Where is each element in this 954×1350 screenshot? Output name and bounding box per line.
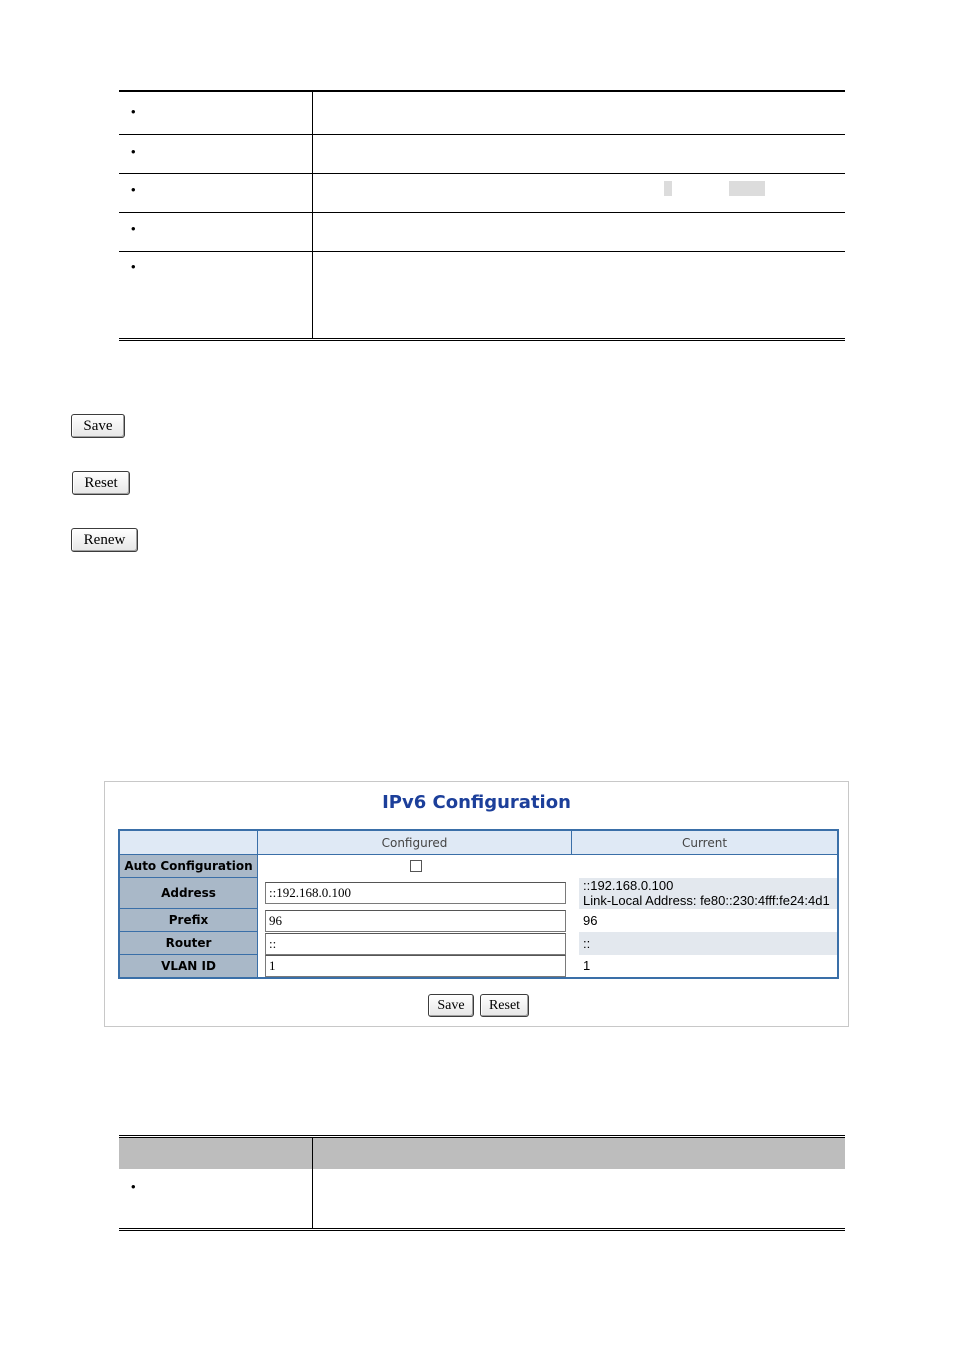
description-table-top [119, 90, 845, 341]
highlight-mark [729, 181, 765, 196]
reset-button[interactable]: Reset [72, 471, 130, 495]
bullet: • [131, 1179, 136, 1194]
highlight-mark [664, 181, 672, 196]
bullet: • [131, 104, 136, 119]
vlan-id-input[interactable]: 1 [265, 955, 566, 977]
prefix-current: 96 [583, 913, 598, 928]
router-input[interactable]: :: [265, 933, 566, 955]
ipv6-config-panel [104, 781, 849, 1027]
column-divider [312, 1138, 313, 1228]
address-current [579, 878, 837, 909]
prefix-input[interactable]: 96 [265, 910, 566, 932]
bullet: • [131, 182, 136, 197]
vlan-id-current: 1 [583, 958, 591, 973]
label-prefix: Prefix [120, 909, 258, 932]
table-header [119, 1138, 845, 1169]
reset-button[interactable]: Reset [480, 994, 529, 1017]
renew-button[interactable]: Renew [71, 528, 138, 552]
header-current: Current [572, 831, 837, 855]
bullet: • [131, 259, 136, 274]
label-address: Address [120, 878, 258, 909]
label-auto-configuration: Auto Configuration [120, 855, 258, 878]
link-local-address: Link-Local Address: fe80::230:4fff:fe24:4d1 [583, 893, 830, 908]
bullet: • [131, 221, 136, 236]
save-button[interactable]: Save [71, 414, 125, 438]
page-title: IPv6 Configuration [382, 792, 571, 813]
table-row [119, 251, 845, 339]
router-current: :: [579, 932, 837, 955]
table-row [119, 92, 845, 135]
address-current-value: ::192.168.0.100 [583, 878, 674, 893]
ipv6-config-table [118, 829, 839, 979]
bullet: • [131, 144, 136, 159]
auto-configuration-checkbox[interactable] [410, 860, 422, 872]
table-row [119, 134, 845, 174]
address-input[interactable]: ::192.168.0.100 [265, 882, 566, 904]
save-button[interactable]: Save [428, 994, 474, 1017]
table-row [119, 212, 845, 252]
header-blank [120, 831, 258, 855]
label-vlan-id: VLAN ID [120, 955, 258, 977]
description-table-bottom [119, 1135, 845, 1231]
label-router: Router [120, 932, 258, 955]
header-configured: Configured [258, 831, 572, 855]
